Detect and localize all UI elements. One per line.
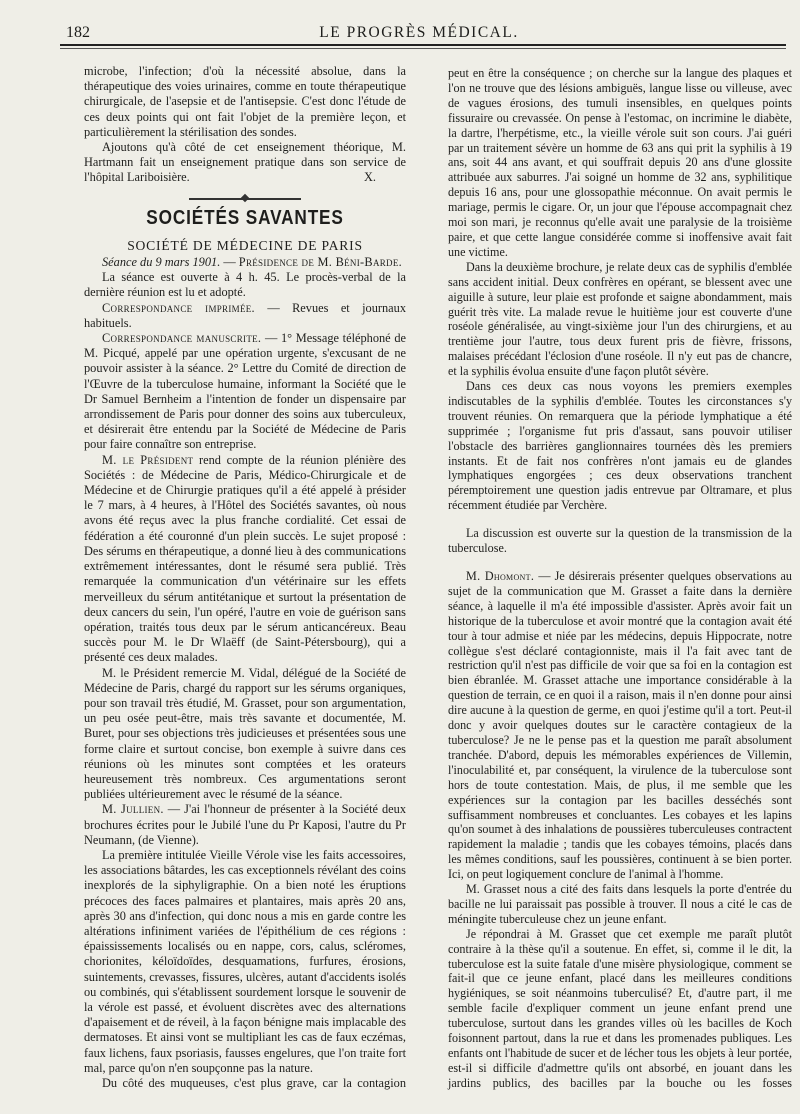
session-presidency: Présidence de M. Béni-Barde. xyxy=(238,255,403,270)
paragraph xyxy=(84,331,406,453)
paragraph: Dans la deuxième brochure, je relate deux cas de syphilis d'emblée sans accident initial. Deux confrères en opérant, se blessent avec une aiguille à suture, leur plaie est profonde et saigne abondamment, mais guérit très vite. La malade revue le huitième jour est couverte d'une roséole généralisée, au vingt-sixième jour l'un des chirurgiens, et au trentième jour l'autre, tous deux furent pris de fièvre, frissons, malaises précédant l'éclosion d'une roséole. Il n'y eut pas de chancre, et la syphilis évolua ensuite d'une façon plutôt sévère. xyxy=(448,259,792,379)
paragraph: Du côté des muqueuses, c'est plus grave, car la contagion xyxy=(102,1076,406,1090)
paragraph xyxy=(84,301,406,331)
paragraph: Je répondrai à M. Grasset que cet exemple me paraît plutôt contraire à la thèse qu'il a soutenue. En effet, si, comme il le dit, la tuberculose est la suite fatale d'une misère physiologique, comment se fait-il que ce jeune enfant, placé dans les meilleures conditions hygiéniques, se soit néanmoins tuberculisé? Et, d'autre part, il me semble facile d'expliquer comment un jeune enfant prend une tuberculose, surtout dans les grandes villes où les bacilles de Koch foisonnent partout, dans la rue et dans les promenades publiques. Les enfants ont l'habitude de sucer et de lécher tous les objets à leur portée, est-il si difficile d'admettre qu'ils ont absorbé, en jouant dans les jardins publics, des bacilles par la bouche ou les fosses xyxy=(448,926,792,1090)
paragraph: M. Grasset nous a cité des faits dans lesquels la porte d'entrée du bacille ne lui paraissait pas possible à trouver. Il nous a cité le cas de méningite tuberculeuse chez un jeune enfant. xyxy=(448,882,792,926)
paragraph-text: — 1° Message téléphoné de M. Picqué, appelé par une opération urgente, s'excusant de ne pouvoir assister à la séance. 2° Lettre du Comité de direction de l'Œuvre de la tuberculose humaine, informant la Société que le Dr Samuel Bernheim a l'intention de fonder un dispensaire par arrondissement de Paris pour donner des soins aux tuberculeux, et désirerait être entendu par la Société de Médecine de Paris pour faire connaître son entreprise. xyxy=(84,331,406,452)
society-title: SOCIÉTÉ DE MÉDECINE DE PARIS xyxy=(127,237,363,253)
paragraph-label: Correspondance imprimée. xyxy=(102,300,255,315)
author-signature: X. xyxy=(363,170,376,185)
paragraph-text: — Revues et journaux habituels. xyxy=(84,300,406,330)
paragraph: microbe, l'infection; d'où la nécessité absolue, dans la thérapeutique des voies urinaires, comme en toute thérapeutique chirurgicale, de l'asepsie et de l'antisepsie. C'est donc l'étude de ces deux points qui ont fait l'objet de la première leçon, et particulièrement la stérilisation des sondes. xyxy=(84,64,406,139)
paragraph-text: rend compte de la réunion plénière des Sociétés : de Médecine de Paris, Médico-Chirurgicale et de Médecine et de Chirurgie pratiques qu'il a été appelé à présider le 7 mars, à 4 heures, à l'Hôtel des Sociétés savantes, où nous avons été reçus avec la plus franche cordialité. Cet essai de fédération a été couronné d'un plein succès. Le sujet proposé : Des sérums en thérapeutique, a donné lieu à des communications extrêmement intéressantes, dont le résumé sera publié. Très remarquée la communication d'un vétérinaire sur les effets merveilleux du sérum antitétanique et surtout la présentation de deux cancers du sein, l'un opéré, l'autre en voie de guérison sans opération, traités tous deux par le sérum anticancéreux. Beau succès pour M. le Dr Wlaëff (de Saint-Pétersbourg), qui a présenté ces deux malades. xyxy=(84,452,406,665)
paragraph-text: Ajoutons qu'à côté de cet enseignement théorique, M. Hartmann fait un enseignement pratique dans son service de l'hôpital Lariboisière. xyxy=(84,140,406,185)
paragraph xyxy=(84,453,406,666)
paragraph-text: — J'ai l'honneur de présenter à la Société deux brochures écrites pour le Jubilé l'une du Pr Kaposi, l'autre du Pr Neumann, (de Vienne). xyxy=(84,802,407,847)
paragraph: La séance est ouverte à 4 h. 45. Le procès-verbal de la dernière réunion est lu et adopté. xyxy=(84,270,406,300)
header-rule-thin xyxy=(60,48,786,49)
paragraph-label: M. Dhomont. xyxy=(466,569,535,583)
session-date: Séance du 9 mars 1901. xyxy=(102,255,221,270)
paragraph-label: Correspondance manuscrite. xyxy=(102,331,262,346)
left-column xyxy=(84,64,406,1106)
paragraph: La discussion est ouverte sur la question de la transmission de la tuberculose. xyxy=(448,526,792,556)
paragraph: La première intitulée Vieille Vérole vise les faits accessoires, les associations bâtardes, les cas exceptionnels révélant des coins inexplorés de la siphyligraphie. On a bien noté les éruptions précoces des faces palmaires et plantaires, mais après 20 ans, après 30 ans d'infection, qui donc nous a mis en garde contre les altérations infiniment variées de l'épithélium de ces régions : épaississements localisés ou en nappe, cors, calus, scléromes, chorionites, kéloïdoïdes, desquamations, furfures, érosions, suintements, crevasses, fissures, ulcères, autant d'accidents isolés ou combinés, qui s'établissent sourdement lorsque le souvenir de la vérole est passé, et évoluent discrètes avec des alternations d'apaisement et de réveil, à la façon bénigne mais implacable des dermatoses. Et ainsi vont se multipliant les cas de faux eczémas, faux lichens, faux psoriasis, fausses engelures, que l'on traite fort mal, parce qu'on n'en soupçonne pas la nature. xyxy=(84,847,406,1075)
running-header xyxy=(66,24,772,44)
right-column xyxy=(448,66,792,1106)
paragraph: M. le Président remercie M. Vidal, délégué de la Société de Médecine de Paris, chargé du rapport sur les sérums organiques, pour son travail très étudié, M. Grasset, pour son argumentation, un peu osée peut-être, mais très savante et documentée, M. Buret, pour ses objections très judicieuses et présentées sous une forme claire et surtout concise, bon exemple à suivre dans ces réunions où les minutes sont comptées et les orateurs heureusement très nombreux. Ces argumentations seront publiées ultérieurement avec le résumé de la séance. xyxy=(84,665,406,802)
section-divider-ornament xyxy=(189,195,301,203)
page-number: 182 xyxy=(66,24,90,41)
journal-title: LE PROGRÈS MÉDICAL. xyxy=(319,24,519,41)
paragraph xyxy=(448,569,792,882)
paragraph: peut en être la conséquence ; on cherche sur la langue des plaques et l'on ne trouve que des lésions ambiguës, langue lisse ou villeuse, avec de vagues érosions, des tumuli insensibles, en quelques points fissuraire ou crevassée. On pense à l'estomac, on incrimine le diabète, la dartre, l'herpétisme, etc., la vieille vérole suit son cours. J'ai guéri par un traitement sévère un homme de 63 ans qui prit la syphilis à 19 ans, soit 44 ans avant, et qui souffrait depuis 20 ans d'une glossite attribuée aux saburres. J'ai soigné un homme de 32 ans, syphilitique depuis 16 ans, pour une glossopathie méconnue. On avait permis le mariage, permis le cigare. Or, un jour que l'épouse accompagnait chez moi son mari, je reconnus qu'elle avait une paralysie de la troisième paire, et que cette langue considérée comme si inoffensive avait fait une victime. xyxy=(448,66,792,259)
paragraph-text: — Je désirerais présenter quelques observations au sujet de la communication que M. Grasset a faite dans la dernière séance, à laquelle il m'a été impossible d'assister. Après avoir fait un historique de la tuberculose et avoir montré que la contagion avait été tour à tour admise et niée par les médecins, depuis Hippocrate, notre collègue s'est déclaré contagionniste, mais il l'a fait avec tant de restriction qu'il n'est pas difficile de voir que sa foi en la contagion est bien ébranlée. M. Grasset attache une importance considérable à la question de terrain, ce en quoi il a raison, mais il n'en donne pour ainsi dire aucune à la question de germe, en quoi j'estime qu'il a tort. Peut-il donc y avoir quelques doutes sur le caractère contagieux de la tuberculose? Je ne le pense pas et la question me paraît absolument tranchée. D'abord, depuis les mémorables expériences de Villemin, l'inoculabilité et, par conséquent, la virulence de la tuberculose sont hors de toute contestation. Mais, de plus, il me semble que les expériences sur la contagion par les bacilles desséchés sont suffisamment nombreuses et concluantes. Les cobayes et les lapins qu'on soumet à des inhalations de poussières tuberculeuses contractent rapidement la maladie ; tandis que les cobayes témoins, placés dans les mêmes conditions, sauf les poussières, continuent à se bien porter. Ici, on peut logiquement conclure de l'animal à l'homme. xyxy=(448,569,792,882)
session-line xyxy=(84,255,406,270)
session-sep: — xyxy=(220,255,239,270)
paragraph-label: M. le Président xyxy=(102,452,194,467)
paragraph: Dans ces deux cas nous voyons les premiers exemples indiscutables de la syphilis d'emblée. Toutes les circonstances s'y trouvent réunies. On remarquera que la période lymphatique a été supprimée ; l'organisme fut pris d'assaut, sans pouvoir utiliser l'obstacle des barrières ganglionnaires tournées dès les premiers instants. Et de fait nos confrères n'ont jamais eu de glandes lymphatiques engorgées ; ces deux observations tranchent péremptoirement une question jadis entrevue par Oltramare, et plus récemment étudiée par Verchère. xyxy=(448,379,792,513)
paragraph-label: M. Jullien. xyxy=(102,802,164,817)
section-title: SOCIÉTÉS SAVANTES xyxy=(146,206,344,229)
paragraph xyxy=(84,140,406,186)
paragraph xyxy=(84,802,406,848)
header-rule-thick xyxy=(60,44,786,46)
